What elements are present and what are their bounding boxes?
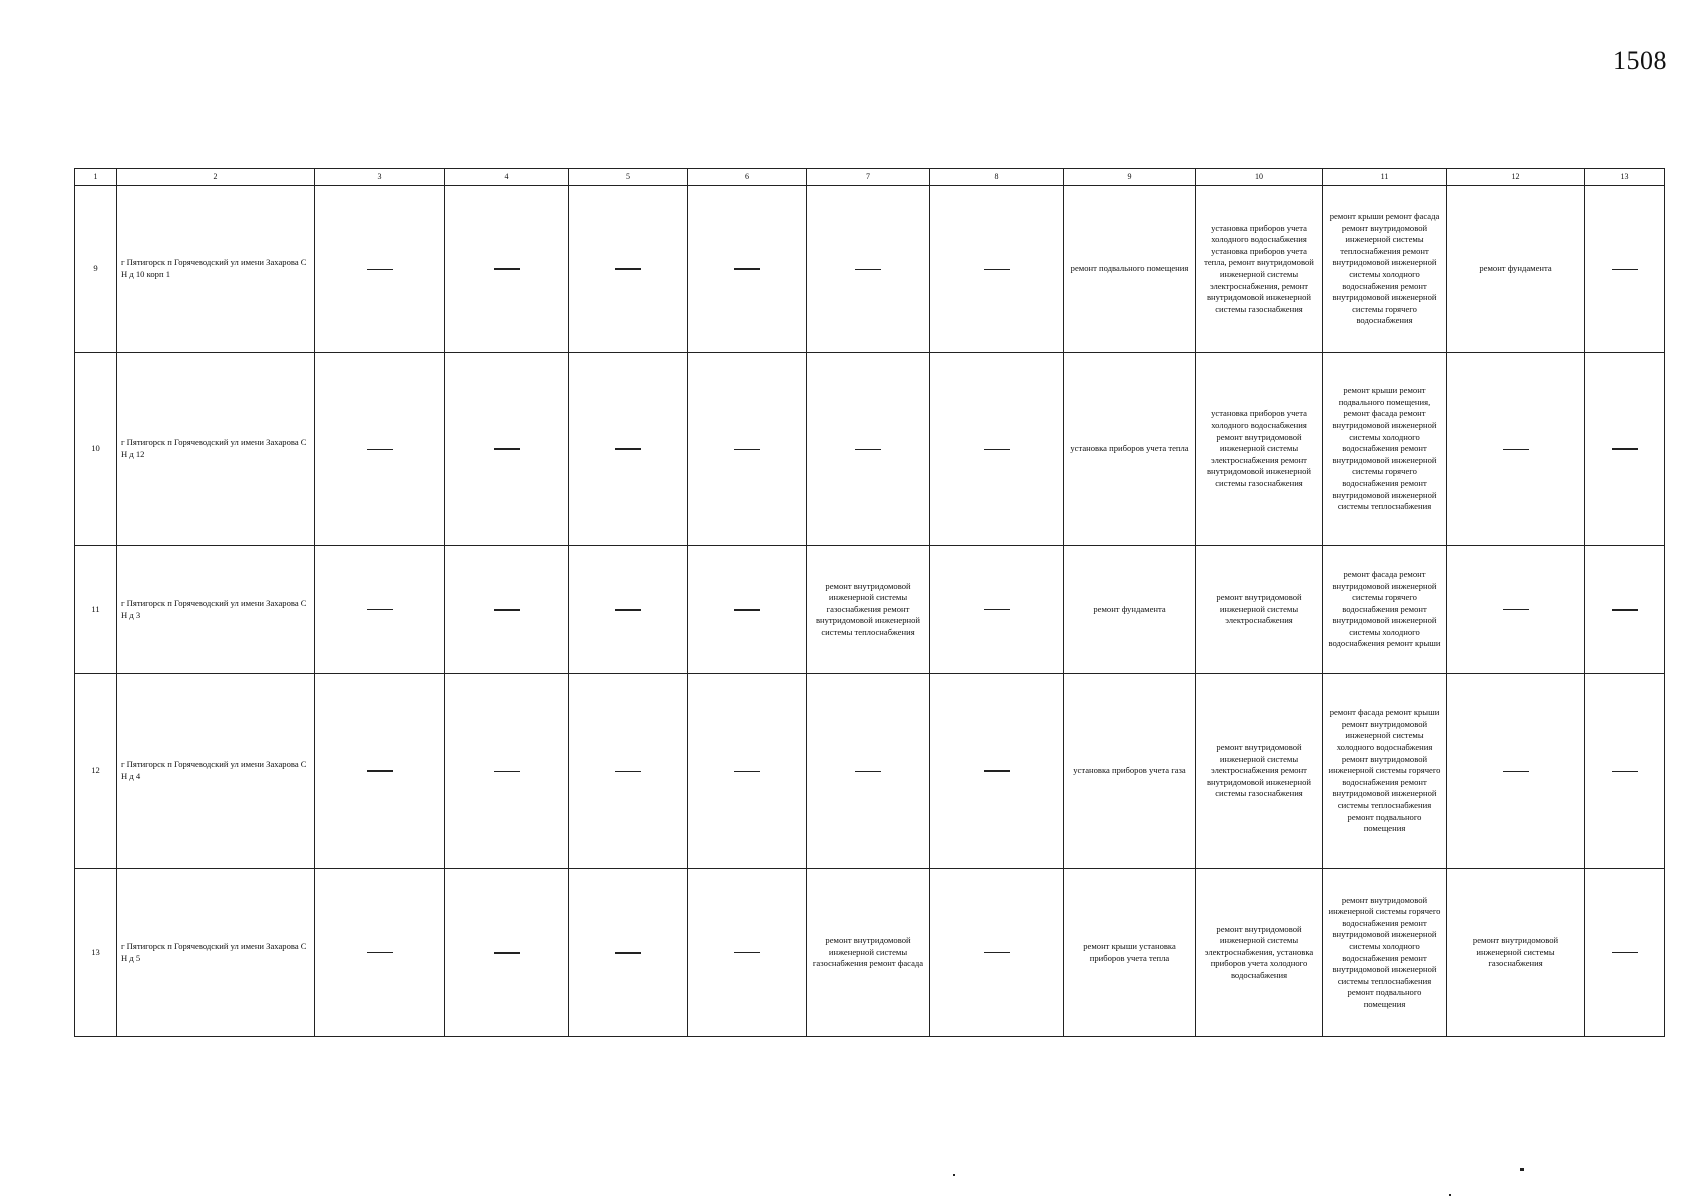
- works-table: [74, 168, 1665, 1037]
- cell-col5: [569, 186, 688, 353]
- empty-dash: [1503, 609, 1529, 610]
- cell-col7: [807, 353, 930, 546]
- table-row: [75, 546, 1665, 674]
- cell-col13: [1585, 186, 1665, 353]
- page-number: 1508: [1613, 46, 1667, 75]
- empty-dash: [984, 770, 1010, 772]
- cell-col6: [688, 869, 807, 1037]
- cell-col9: установка приборов учета тепла: [1064, 353, 1196, 546]
- empty-dash: [494, 952, 520, 954]
- empty-dash: [1612, 771, 1638, 772]
- cell-col3: [315, 869, 445, 1037]
- empty-dash: [615, 268, 641, 270]
- cell-col13: [1585, 869, 1665, 1037]
- cell-col12: [1447, 353, 1585, 546]
- column-header: 5: [569, 169, 688, 186]
- cell-col3: [315, 674, 445, 869]
- empty-dash: [984, 269, 1010, 270]
- table-row: [75, 186, 1665, 353]
- empty-dash: [734, 449, 760, 450]
- empty-dash: [367, 609, 393, 610]
- cell-col5: [569, 869, 688, 1037]
- column-header: 2: [117, 169, 315, 186]
- address-cell: г Пятигорск п Горячеводский ул имени Захарова С Н д 12: [117, 353, 315, 546]
- empty-dash: [855, 771, 881, 772]
- cell-col10: установка приборов учета холодного водоснабжения ремонт внутридомовой инженерной системы электроснабжения ремонт внутридомовой инженерной системы газоснабжения: [1196, 353, 1323, 546]
- column-header: 8: [930, 169, 1064, 186]
- row-number: 11: [75, 546, 117, 674]
- address-cell: г Пятигорск п Горячеводский ул имени Захарова С Н д 10 корп 1: [117, 186, 315, 353]
- cell-col7: ремонт внутридомовой инженерной системы газоснабжения ремонт фасада: [807, 869, 930, 1037]
- column-header: 10: [1196, 169, 1323, 186]
- cell-col7: [807, 186, 930, 353]
- cell-col9: ремонт подвального помещения: [1064, 186, 1196, 353]
- cell-col5: [569, 546, 688, 674]
- cell-col6: [688, 546, 807, 674]
- table-row: [75, 353, 1665, 546]
- table-row: [75, 674, 1665, 869]
- empty-dash: [984, 449, 1010, 450]
- address-cell: г Пятигорск п Горячеводский ул имени Захарова С Н д 3: [117, 546, 315, 674]
- column-header: 9: [1064, 169, 1196, 186]
- column-header: 12: [1447, 169, 1585, 186]
- cell-col9: ремонт крыши установка приборов учета тепла: [1064, 869, 1196, 1037]
- cell-col11: ремонт внутридомовой инженерной системы горячего водоснабжения ремонт внутридомовой инженерной системы холодного водоснабжения ремонт внутридомовой инженерной системы теплоснабжения ремонт подвального помещения: [1323, 869, 1447, 1037]
- cell-col10: установка приборов учета холодного водоснабжения установка приборов учета тепла, ремонт внутридомовой инженерной системы электроснабжения, ремонт внутридомовой инженерной системы газоснабжения: [1196, 186, 1323, 353]
- empty-dash: [367, 952, 393, 953]
- cell-col10: ремонт внутридомовой инженерной системы электроснабжения: [1196, 546, 1323, 674]
- cell-col3: [315, 186, 445, 353]
- empty-dash: [494, 448, 520, 450]
- cell-col13: [1585, 353, 1665, 546]
- table-row: [75, 869, 1665, 1037]
- cell-col5: [569, 674, 688, 869]
- cell-col6: [688, 186, 807, 353]
- cell-col4: [445, 674, 569, 869]
- empty-dash: [615, 448, 641, 450]
- row-number: 12: [75, 674, 117, 869]
- scan-speck: [1449, 1194, 1451, 1196]
- empty-dash: [1612, 952, 1638, 953]
- empty-dash: [615, 952, 641, 954]
- empty-dash: [855, 269, 881, 270]
- empty-dash: [1612, 609, 1638, 611]
- empty-dash: [1612, 269, 1638, 270]
- empty-dash: [367, 269, 393, 270]
- row-number: 9: [75, 186, 117, 353]
- empty-dash: [494, 771, 520, 772]
- empty-dash: [855, 449, 881, 450]
- scan-speck: [1520, 1168, 1524, 1171]
- cell-col5: [569, 353, 688, 546]
- address-cell: г Пятигорск п Горячеводский ул имени Захарова С Н д 4: [117, 674, 315, 869]
- row-number: 10: [75, 353, 117, 546]
- cell-col4: [445, 186, 569, 353]
- empty-dash: [615, 771, 641, 772]
- cell-col6: [688, 353, 807, 546]
- cell-col3: [315, 546, 445, 674]
- cell-col8: [930, 869, 1064, 1037]
- cell-col7: ремонт внутридомовой инженерной системы газоснабжения ремонт внутридомовой инженерной системы теплоснабжения: [807, 546, 930, 674]
- empty-dash: [494, 609, 520, 611]
- column-header: 7: [807, 169, 930, 186]
- cell-col8: [930, 546, 1064, 674]
- cell-col11: ремонт фасада ремонт крыши ремонт внутридомовой инженерной системы холодного водоснабжения ремонт внутридомовой инженерной системы горячего водоснабжения ремонт внутридомовой инженерной системы теплоснабжения ремонт подвального помещения: [1323, 674, 1447, 869]
- cell-col11: ремонт фасада ремонт внутридомовой инженерной системы горячего водоснабжения ремонт внутридомовой инженерной системы холодного водоснабжения ремонт крыши: [1323, 546, 1447, 674]
- empty-dash: [734, 771, 760, 772]
- empty-dash: [367, 449, 393, 450]
- empty-dash: [1612, 448, 1638, 450]
- cell-col3: [315, 353, 445, 546]
- empty-dash: [1503, 771, 1529, 772]
- column-header: 11: [1323, 169, 1447, 186]
- column-header: 4: [445, 169, 569, 186]
- cell-col13: [1585, 674, 1665, 869]
- empty-dash: [734, 609, 760, 611]
- cell-col9: ремонт фундамента: [1064, 546, 1196, 674]
- column-number-row: [75, 169, 1665, 186]
- cell-col11: ремонт крыши ремонт фасада ремонт внутридомовой инженерной системы теплоснабжения ремонт внутридомовой инженерной системы холодного водоснабжения ремонт внутридомовой инженерной системы горячего водоснабжения: [1323, 186, 1447, 353]
- cell-col10: ремонт внутридомовой инженерной системы электроснабжения, установка приборов учета холодного водоснабжения: [1196, 869, 1323, 1037]
- cell-col12: ремонт фундамента: [1447, 186, 1585, 353]
- empty-dash: [615, 609, 641, 611]
- empty-dash: [367, 770, 393, 772]
- cell-col8: [930, 674, 1064, 869]
- empty-dash: [734, 268, 760, 270]
- cell-col12: ремонт внутридомовой инженерной системы газоснабжения: [1447, 869, 1585, 1037]
- column-header: 3: [315, 169, 445, 186]
- cell-col7: [807, 674, 930, 869]
- cell-col13: [1585, 546, 1665, 674]
- cell-col8: [930, 353, 1064, 546]
- empty-dash: [734, 952, 760, 953]
- cell-col10: ремонт внутридомовой инженерной системы электроснабжения ремонт внутридомовой инженерной системы газоснабжения: [1196, 674, 1323, 869]
- empty-dash: [1503, 449, 1529, 450]
- cell-col4: [445, 546, 569, 674]
- column-header: 13: [1585, 169, 1665, 186]
- cell-col11: ремонт крыши ремонт подвального помещения, ремонт фасада ремонт внутридомовой инженерной системы холодного водоснабжения ремонт внутридомовой инженерной системы горячего водоснабжения ремонт внутридомовой инженерной системы теплоснабжения: [1323, 353, 1447, 546]
- cell-col12: [1447, 674, 1585, 869]
- address-cell: г Пятигорск п Горячеводский ул имени Захарова С Н д 5: [117, 869, 315, 1037]
- cell-col12: [1447, 546, 1585, 674]
- cell-col9: установка приборов учета газа: [1064, 674, 1196, 869]
- cell-col6: [688, 674, 807, 869]
- cell-col4: [445, 869, 569, 1037]
- scan-speck: [953, 1174, 955, 1176]
- row-number: 13: [75, 869, 117, 1037]
- cell-col4: [445, 353, 569, 546]
- empty-dash: [494, 268, 520, 270]
- cell-col8: [930, 186, 1064, 353]
- column-header: 1: [75, 169, 117, 186]
- empty-dash: [984, 952, 1010, 953]
- empty-dash: [984, 609, 1010, 610]
- column-header: 6: [688, 169, 807, 186]
